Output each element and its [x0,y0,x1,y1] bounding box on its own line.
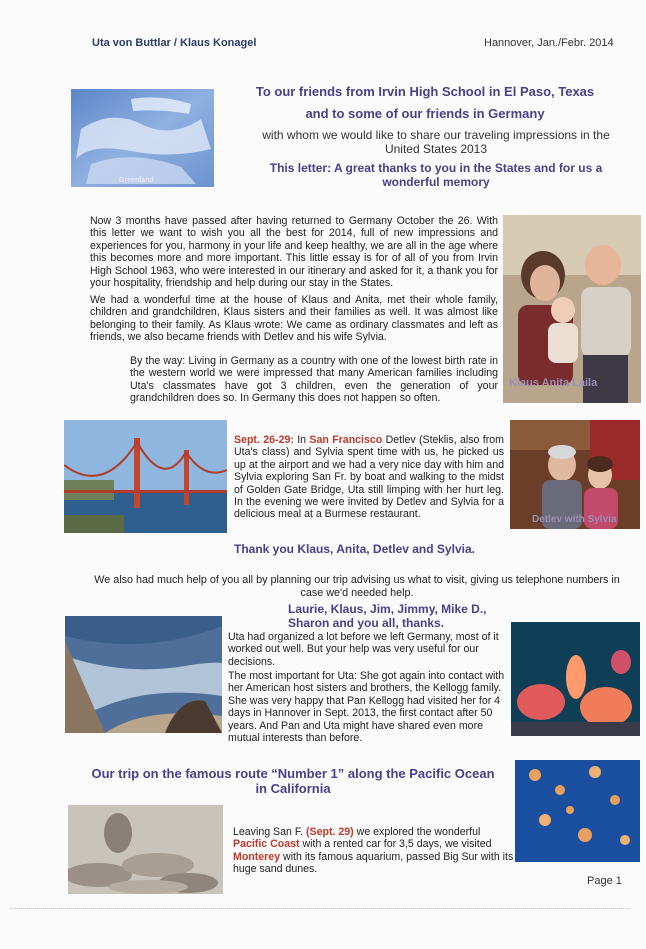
page-number: Page 1 [587,875,622,887]
beach-photo [65,616,222,733]
greenland-map-image [71,89,214,187]
route-text-b: we explored the wonderful [353,826,481,838]
paragraph-klaus-anita: We had a wonderful time at the house of Klaus and Anita, met their whole family, children and grandchildren, Klaus sisters and their families as well. It was almost like belonging to their family. As Klaus wrote: We came as ordinary classmates and left as friends, we also became friends with Detlev and his wife Sylvia. [90,294,498,344]
uta-paragraph-1: Uta had organized a lot before we left Germany, most of it worked out well. But your help was very useful for our decisions. [228,631,499,668]
detlev-photo-caption: Detlev with Sylvia [532,514,617,525]
family-photo-caption: Klaus Anita Laila [509,377,598,389]
monterey: Monterey [233,850,281,863]
route-paragraph [233,826,516,876]
authors: Uta von Buttlar / Klaus Konagel [92,37,257,49]
paragraph-birth-rate: By the way: Living in Germany as a country with one of the lowest birth rate in the western world we were impressed that many American families including Uta's classmates have got 3 children, even the generation of your grandchildren does so. In Germany this does not happen so often. [130,355,498,405]
route-text-c: with a rented car for 3,5 days, we visited [299,838,492,851]
letter-title: This letter: A great thanks to you in the States and for us a wonderful memory [269,161,603,189]
route-date: (Sept. 29) [306,826,354,838]
jellyfish-photo [515,760,640,862]
san-francisco-paragraph [234,434,504,521]
pacific-coast: Pacific Coast [233,838,300,851]
intro-title-line2: and to some of our friends in Germany [305,106,545,121]
coral-aquarium-photo [511,622,640,736]
detlev-sylvia-photo [510,420,640,529]
intro-subtitle: with whom we would like to share our traveling impressions in the United States 2013 [262,128,610,156]
sf-date: Sept. 26-29: [234,434,294,446]
sf-text-a: In [293,434,310,446]
letter-date: Hannover, Jan./Febr. 2014 [484,37,614,49]
family-photo [503,215,641,403]
route-title-line1: Our trip on the famous route “Number 1” along the Pacific Ocean [91,766,495,781]
helper-names-line2: Sharon and you all, thanks. [288,616,445,630]
scan-artifact-line [10,908,630,913]
route-text-a: Leaving San F. [233,826,307,838]
sf-thanks: Thank you Klaus, Anita, Detlev and Sylvia. [234,542,475,556]
intro-title-line1: To our friends from Irvin High School in El Paso, Texas [255,84,595,99]
golden-gate-photo [64,420,227,533]
uta-paragraph-2: The most important for Uta: She got again into contact with her American host sisters and brothers, the Kellogg family. She was very happy that Pan Kellogg had visited her for 4 days in Hannover in Sept. 2013, the first contact after 50 years. And Pan and Uta might have shared even more mutual interests than before. [228,670,505,745]
help-paragraph: We also had much help of you all by planning our trip advising us what to visit, giving us telephone numbers in case we'd needed help. [94,574,620,599]
paragraph-intro: Now 3 months have passed after having returned to Germany October the 26. With this letter we want to wish you all the best for 2014, full of new impressions and experiences for you, harmony in your life and keep healthy, we are all in the age where this becomes more and more important. This little essay is for of all of you from Irvin High School 1963, who were interested in our itinerary and asked for it, a thank you for your hospitality, friendship and help during our stay in the States. [90,215,498,290]
map-caption: Greenland [119,177,154,184]
helper-names-line1: Laurie, Klaus, Jim, Jimmy, Mike D., [288,602,487,616]
route-title-line2: in California [255,781,331,796]
route-text-d: with its famous aquarium, passed Big Sur with its huge sand dunes. [233,850,514,876]
sf-city: San Francisco [309,434,383,446]
sf-text-b: Detlev (Steklis, also from Uta's class) and Sylvia spent time with us, he picked us up at the airport and we had a very nice day with him and Sylvia exploring San Fr. by boat and walking to the midst of Golden Gate Bridge, Uta still limping with her hurt leg. In the evening we were invited by Detlev and Sylvia for a delicious meal at a Burmese restaurant. [234,434,504,521]
seals-photo [68,805,223,894]
